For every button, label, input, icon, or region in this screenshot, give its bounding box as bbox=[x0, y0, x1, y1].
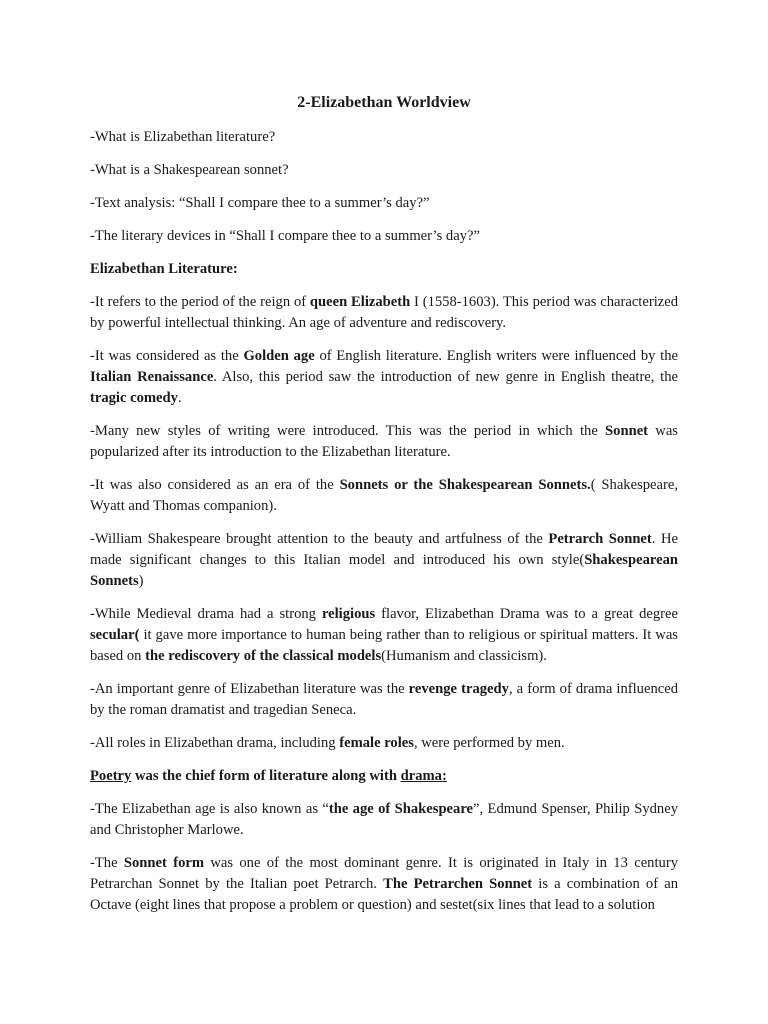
paragraph-secular-drama bbox=[90, 604, 678, 667]
paragraph-petrarch-sonnet bbox=[90, 529, 678, 592]
text-span: -It refers to the period of the reign of bbox=[90, 294, 310, 310]
text-span: ( Shakespeare, Wyatt and Thomas companion). bbox=[90, 477, 678, 514]
paragraph-age-of-shakespeare bbox=[90, 799, 678, 841]
bold-text: revenge tragedy bbox=[408, 681, 509, 697]
question-item: -Text analysis: “Shall I compare thee to a summer’s day?” bbox=[90, 195, 430, 211]
text-span: -William Shakespeare brought attention to the beauty and artfulness of the bbox=[90, 531, 549, 547]
text-span: -While Medieval drama had a strong bbox=[90, 606, 322, 622]
text-span: . bbox=[177, 390, 182, 406]
text-span: -Many new styles of writing were introduced. This was the period in which the bbox=[90, 423, 606, 439]
section-heading-poetry bbox=[90, 766, 678, 787]
text-span: ”, Edmund Spenser, Philip Sydney and Christopher Marlowe. bbox=[90, 801, 678, 838]
underlined-text: Poetry bbox=[90, 768, 132, 784]
text-span: it gave more importance to human being rather than to religious or spiritual matters. It was based on bbox=[90, 627, 678, 664]
text-span: , a form of drama influenced by the roman dramatist and tragedian Seneca. bbox=[90, 681, 679, 718]
text-span: -It was considered as the bbox=[90, 348, 244, 364]
text-span: (Humanism and classicism). bbox=[381, 648, 547, 664]
bold-text: the rediscovery of the classical models bbox=[145, 648, 382, 664]
bold-text: Golden age bbox=[243, 348, 315, 364]
paragraph-era-of-sonnets bbox=[90, 475, 678, 517]
paragraph-female-roles bbox=[90, 733, 678, 754]
bold-text: Sonnets or the Shakespearean Sonnets. bbox=[339, 477, 591, 493]
bold-text: Sonnet form bbox=[123, 855, 205, 871]
bold-text: Sonnet bbox=[605, 423, 649, 439]
text-span: -The bbox=[90, 855, 124, 871]
bold-text: tragic comedy bbox=[90, 390, 178, 406]
question-item: -The literary devices in “Shall I compare thee to a summer’s day?” bbox=[90, 228, 480, 244]
bold-text: female roles bbox=[339, 735, 414, 751]
text-span: ) bbox=[138, 573, 144, 589]
text-span: , were performed by men. bbox=[413, 735, 565, 751]
text-span: -The Elizabethan age is also known as “ bbox=[90, 801, 329, 817]
question-item: -What is a Shakespearean sonnet? bbox=[90, 162, 289, 178]
text-span: I (1558-1603). This period was characterized by powerful intellectual thinking. An age of adventure and rediscovery. bbox=[90, 294, 679, 331]
text-span: -An important genre of Elizabethan literature was the bbox=[90, 681, 409, 697]
text-span: is a combination of an Octave (eight lines that propose a problem or question) and sestet(six lines that lead to a solution bbox=[90, 876, 678, 913]
question-item: -What is Elizabethan literature? bbox=[90, 129, 276, 145]
text-span: . He made significant changes to this Italian model and introduced his own style( bbox=[90, 531, 678, 568]
bold-text: The Petrarchen Sonnet bbox=[383, 876, 533, 892]
text-span: was one of the most dominant genre. It is originated in Italy in 13 century Petrarchan Sonnet by the Italian poet Petrarch. bbox=[90, 855, 678, 892]
text-span: was the chief form of literature along with bbox=[131, 768, 401, 784]
text-span: . Also, this period saw the introduction of new genre in English theatre, the bbox=[213, 369, 678, 385]
bold-text: queen Elizabeth bbox=[309, 294, 411, 310]
bold-text: Shakespearean Sonnets bbox=[90, 552, 678, 589]
text-span: -It was also considered as an era of the bbox=[90, 477, 340, 493]
page-title: 2-Elizabethan Worldview bbox=[297, 94, 471, 111]
bold-text: secular( bbox=[90, 627, 140, 643]
bold-text: religious bbox=[321, 606, 376, 622]
text-span: was popularized after its introduction to the Elizabethan literature. bbox=[90, 423, 678, 460]
text-span: flavor, Elizabethan Drama was to a great degree bbox=[375, 606, 678, 622]
text-span: of English literature. English writers were influenced by the bbox=[314, 348, 679, 364]
section-heading-elizabethan-literature: Elizabethan Literature: bbox=[90, 261, 238, 277]
paragraph-golden-age bbox=[90, 346, 678, 409]
paragraph-reign bbox=[90, 292, 678, 334]
bold-text: Petrarch Sonnet bbox=[548, 531, 652, 547]
paragraph-sonnet-form bbox=[90, 853, 678, 916]
paragraph-sonnet-popularized bbox=[90, 421, 678, 463]
paragraph-revenge-tragedy bbox=[90, 679, 678, 721]
text-span: -All roles in Elizabethan drama, including bbox=[90, 735, 340, 751]
bold-text: Italian Renaissance bbox=[90, 369, 214, 385]
bold-text: the age of Shakespeare bbox=[328, 801, 474, 817]
underlined-text: drama: bbox=[400, 768, 447, 784]
document-page bbox=[90, 90, 678, 928]
